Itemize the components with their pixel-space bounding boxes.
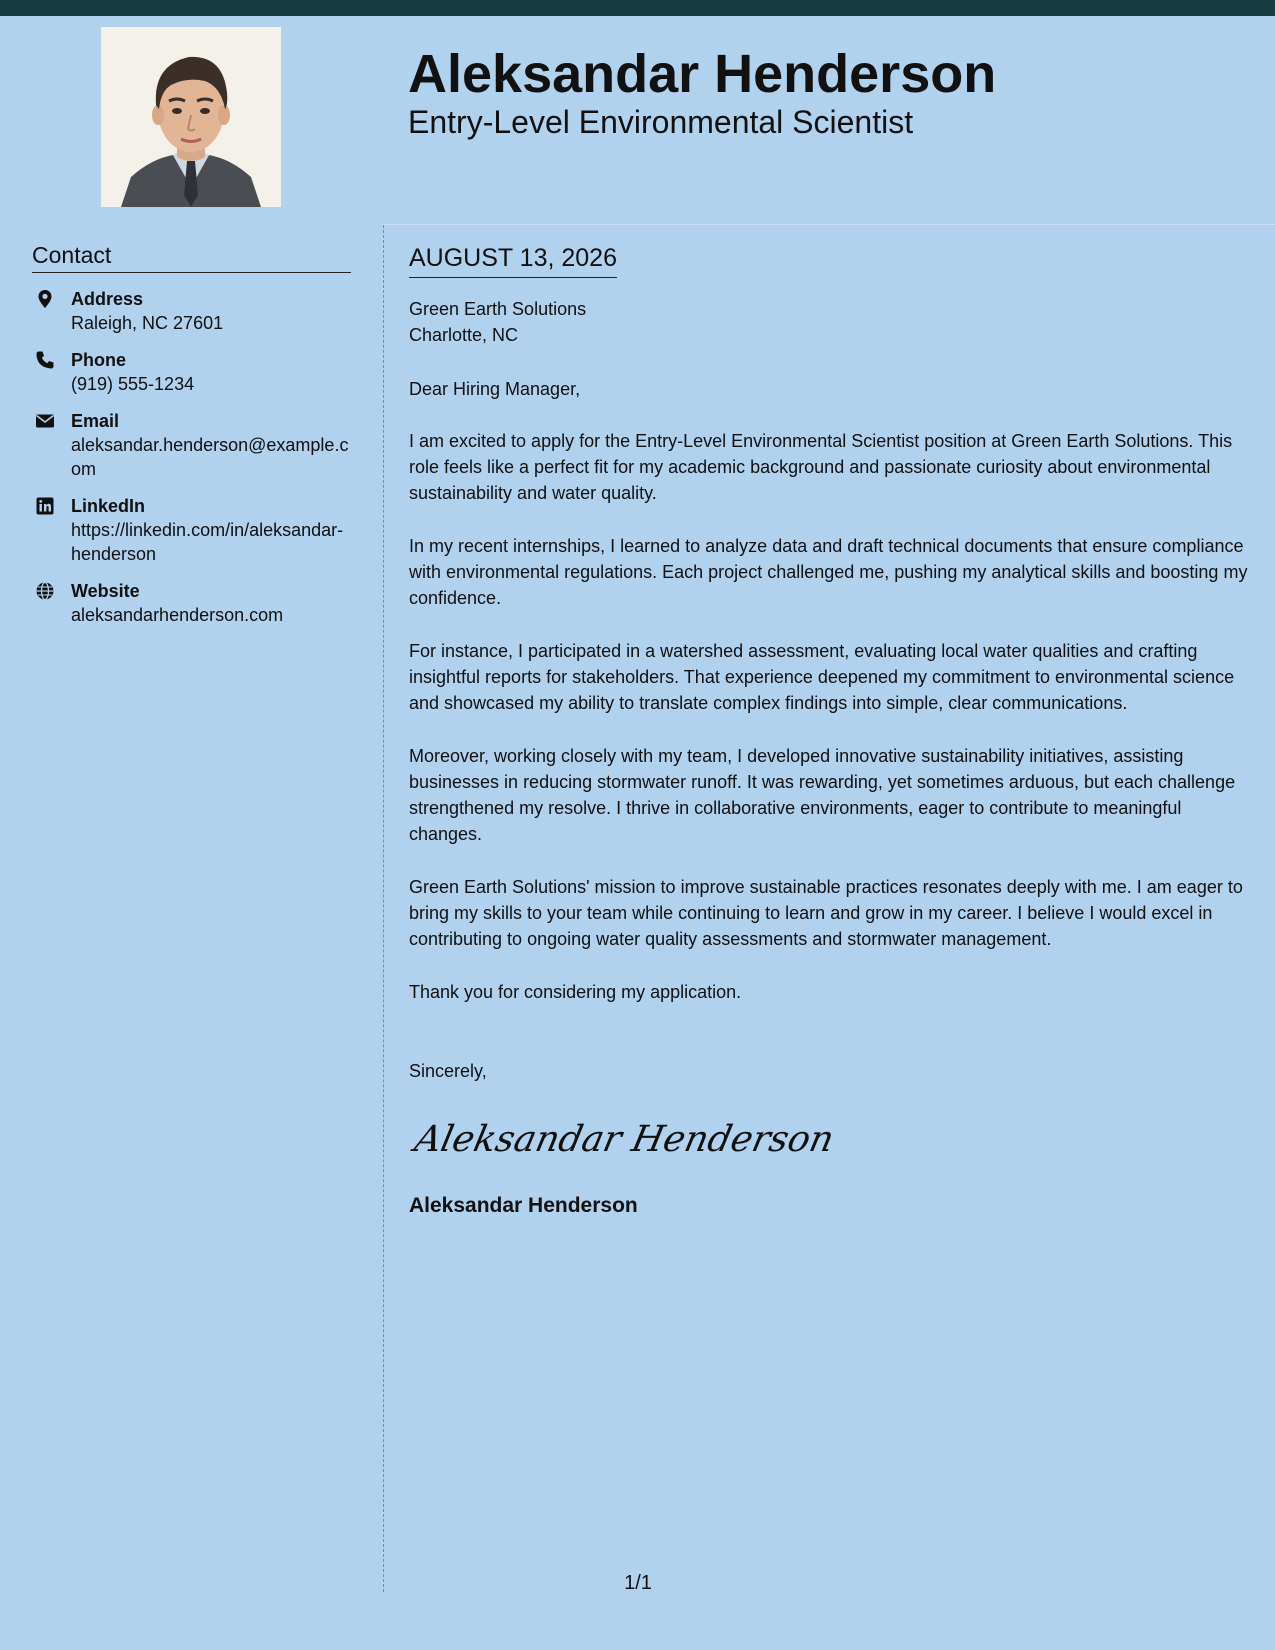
linkedin-icon [35, 496, 55, 516]
envelope-icon [35, 411, 55, 431]
contact-label: Website [71, 581, 140, 601]
applicant-name: Aleksandar Henderson [408, 44, 997, 104]
contact-label: Address [71, 289, 144, 309]
recipient-location: Charlotte, NC [409, 325, 519, 346]
contact-label: LinkedIn [71, 496, 146, 516]
contact-sidebar [32, 240, 351, 627]
paragraph: I am excited to apply for the Entry-Level Environmental Scientist position at Green Earth Solutions. This role feels like a perfect fit for my academic background and passionate curiosity about environmental sustainability and water quality. [409, 430, 1233, 504]
letter-date: AUGUST 13, 2026 [409, 240, 617, 278]
contact-website [32, 579, 351, 627]
recipient-company: Green Earth Solutions [409, 299, 587, 319]
contact-label: Email [71, 411, 120, 431]
letter-body [409, 240, 1249, 1220]
contact-value: aleksandar.henderson@example.com [71, 435, 349, 479]
globe-icon [35, 581, 55, 601]
portrait-photo [101, 27, 281, 207]
phone-icon [35, 350, 55, 370]
closing: Sincerely, [409, 1060, 487, 1081]
contact-label: Phone [71, 350, 127, 370]
paragraph: For instance, I participated in a watershed assessment, evaluating local water qualities and crafting insightful reports for stakeholders. That experience deepened my commitment to environmental science and showcased my ability to translate complex findings into simple, clear communications. [409, 640, 1235, 714]
signature: Aleksandar Henderson [411, 1119, 838, 1161]
paragraph: Thank you for considering my application. [409, 981, 742, 1002]
contact-value: Raleigh, NC 27601 [71, 313, 224, 333]
salutation: Dear Hiring Manager, [409, 378, 581, 399]
contact-value: aleksandarhenderson.com [71, 605, 284, 625]
paragraph: Moreover, working closely with my team, I developed innovative sustainability initiatives, assisting businesses in reducing stormwater runoff. It was rewarding, yet sometimes arduous, but each challenge strengthened my resolve. I thrive in collaborative environments, eager to contribute to meaningful changes. [409, 745, 1236, 845]
avatar [101, 27, 281, 207]
applicant-title: Entry-Level Environmental Scientist [408, 104, 914, 140]
top-accent-bar [0, 0, 1275, 16]
signer-name: Aleksandar Henderson [409, 1194, 638, 1218]
contact-value: https://linkedin.com/in/aleksandar-henderson [71, 520, 344, 564]
location-pin-icon [35, 289, 55, 309]
paragraph: In my recent internships, I learned to analyze data and draft technical documents that ensure compliance with environmental regulations. Each project challenged me, pushing my analytical skills and boosting my confidence. [409, 535, 1248, 609]
header-divider [383, 224, 1275, 225]
column-divider [383, 225, 384, 1592]
contact-value: (919) 555-1234 [71, 374, 195, 394]
contact-linkedin [32, 494, 351, 566]
contact-heading: Contact [32, 240, 351, 273]
page-number: 1/1 [624, 1572, 652, 1594]
contact-phone [32, 348, 351, 396]
contact-address [32, 287, 351, 335]
contact-email [32, 409, 351, 481]
paragraph: Green Earth Solutions' mission to improve sustainable practices resonates deeply with me. I am eager to bring my skills to your team while continuing to learn and grow in my career. I believe I would excel in contributing to ongoing water quality assessments and stormwater management. [409, 876, 1243, 950]
